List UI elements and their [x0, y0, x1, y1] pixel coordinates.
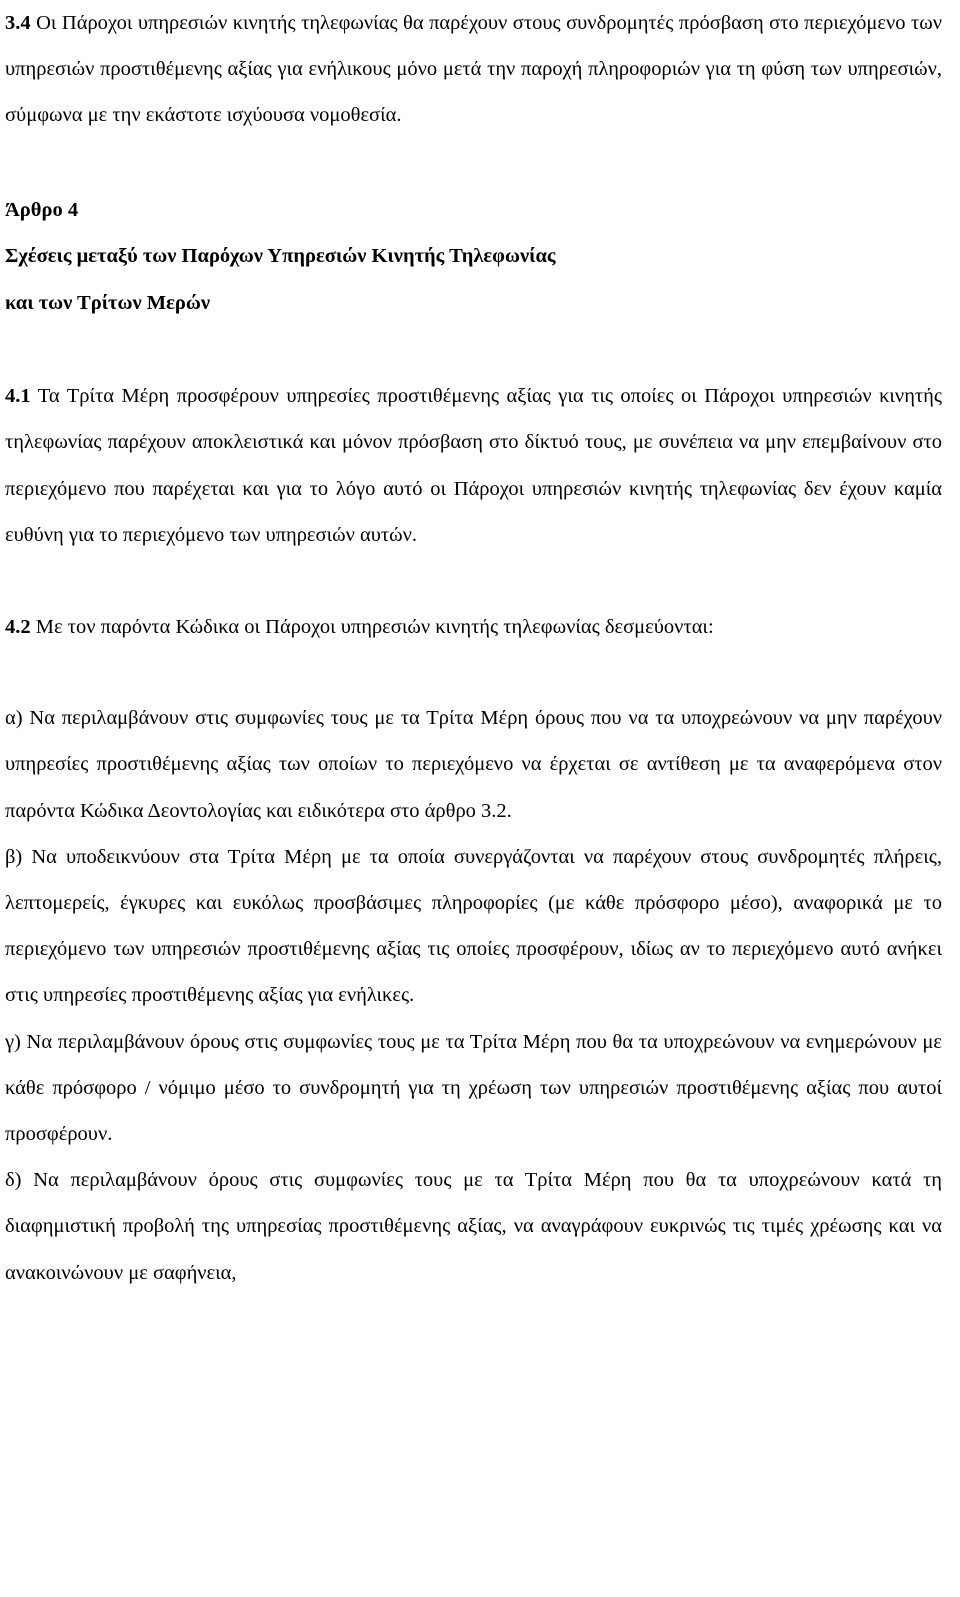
- paragraph-4-1: [5, 373, 942, 558]
- section-number: 4.1: [5, 385, 31, 408]
- list-item-c: γ) Να περιλαμβάνουν όρους στις συμφωνίες τους με τα Τρίτα Μέρη που θα τα υποχρεώνουν να ενημερώνουν με κάθε πρόσφορο / νόμιμο μέσο το συνδρομητή για τη χρέωση των υπηρεσιών προστιθέμενης αξίας που αυτοί προσφέρουν.: [5, 1030, 942, 1145]
- paragraph-3-4: [5, 0, 942, 139]
- list-item-a: α) Να περιλαμβάνουν στις συμφωνίες τους με τα Τρίτα Μέρη όρους που να τα υποχρεώνουν να μην παρέχουν υπηρεσίες προστιθέμενης αξίας των οποίων το περιεχόμενο να έρχεται σε αντίθεση με τα αναφερόμενα στον παρόντα Κώδικα Δεοντολογίας και ειδικότερα στο άρθρο 3.2.: [5, 707, 942, 822]
- paragraph-text: Τα Τρίτα Μέρη προσφέρουν υπηρεσίες προστιθέμενης αξίας για τις οποίες οι Πάροχοι υπηρεσιών κινητής τηλεφωνίας παρέχουν αποκλειστικά και μόνον πρόσβαση στο δίκτυό τους, με συνέπεια να μην επεμβαίνουν στο περιεχόμενο που παρέχεται και για το λόγο αυτό οι Πάροχοι υπηρεσιών κινητής τηλεφωνίας δεν έχουν καμία ευθύνη για το περιεχόμενο των υπηρεσιών αυτών.: [5, 385, 942, 546]
- section-number: 4.2: [5, 615, 31, 638]
- article-subtitle-line-2: και των Τρίτων Μερών: [5, 291, 210, 314]
- article-title: Άρθρο 4: [5, 198, 79, 221]
- paragraph-text: Με τον παρόντα Κώδικα οι Πάροχοι υπηρεσιών κινητής τηλεφωνίας δεσμεύονται:: [30, 615, 714, 638]
- paragraph-text: Οι Πάροχοι υπηρεσιών κινητής τηλεφωνίας θα παρέχουν στους συνδρομητές πρόσβαση στο περιεχόμενο των υπηρεσιών προστιθέμενης αξίας για ενήλικους μόνο μετά την παροχή πληροφοριών για τη φύση των υπηρεσιών, σύμφωνα με την εκάστοτε ισχύουσα νομοθεσία.: [5, 12, 942, 127]
- paragraph-4-2: [5, 604, 942, 650]
- list-item-d: δ) Να περιλαμβάνουν όρους στις συμφωνίες τους με τα Τρίτα Μέρη που θα τα υποχρεώνουν κατά τη διαφημιστική προβολή της υπηρεσίας προστιθέμενης αξίας, να αναγράφουν ευκρινώς τις τιμές χρέωσης και να ανακοινώνουν με σαφήνεια,: [5, 1169, 942, 1284]
- section-number: 3.4: [5, 12, 31, 34]
- article-subtitle-line-1: Σχέσεις μεταξύ των Παρόχων Υπηρεσιών Κινητής Τηλεφωνίας: [5, 245, 556, 268]
- list-item-b: β) Να υποδεικνύουν στα Τρίτα Μέρη με τα οποία συνεργάζονται να παρέχουν στους συνδρομητές πλήρεις, λεπτομερείς, έγκυρες και ευκόλως προσβάσιμες πληροφορίες (με κάθε πρόσφορο μέσο), αναφορικά με το περιεχόμενο των υπηρεσιών προστιθέμενης αξίας τις οποίες προσφέρουν, ιδίως αν το περιεχόμενο αυτό ανήκει στις υπηρεσίες προστιθέμενης αξίας για ενήλικες.: [5, 845, 942, 1007]
- document-page: [5, 0, 942, 1296]
- article-heading: [5, 187, 942, 327]
